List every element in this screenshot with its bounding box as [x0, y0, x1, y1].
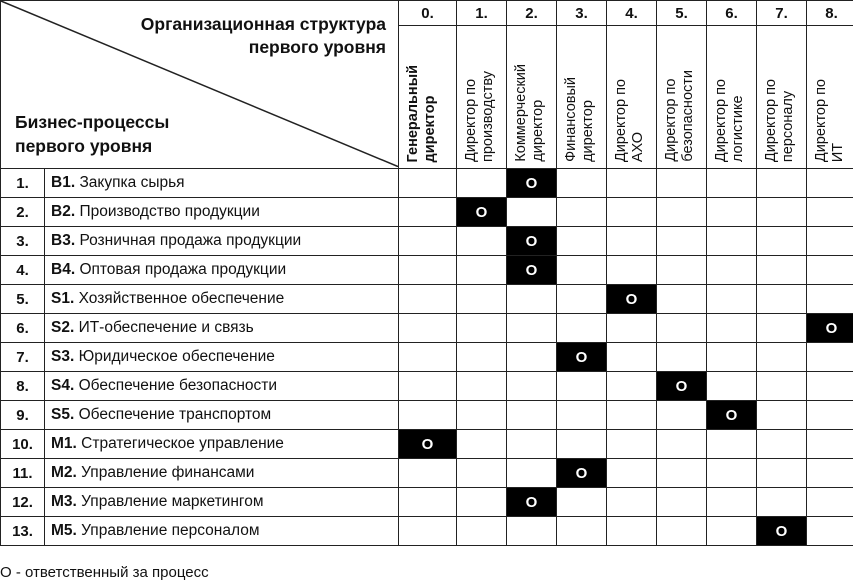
row-number: 4. [1, 256, 45, 285]
column-number: 3. [557, 1, 607, 26]
owner-cell [557, 459, 607, 488]
matrix-cell [399, 401, 457, 430]
process-code: B2. [51, 203, 76, 220]
matrix-cell [807, 401, 853, 430]
process-title: ИТ-обеспечение и связь [78, 319, 254, 336]
matrix-cell [607, 256, 657, 285]
matrix-cell [557, 372, 607, 401]
matrix-cell [399, 198, 457, 227]
header-corner [1, 1, 399, 169]
matrix-cell [399, 256, 457, 285]
table-row [1, 488, 853, 517]
table-row [1, 285, 853, 314]
matrix-cell [607, 372, 657, 401]
matrix-cell [457, 285, 507, 314]
matrix-cell [507, 198, 557, 227]
process-code: S3. [51, 348, 75, 365]
column-title [657, 26, 707, 169]
matrix-cell [399, 459, 457, 488]
process-code: S4. [51, 377, 75, 394]
process-code: M1. [51, 435, 77, 452]
matrix-cell [657, 285, 707, 314]
column-title-line: производству [480, 70, 496, 162]
matrix-cell [707, 314, 757, 343]
matrix-cell [807, 227, 853, 256]
matrix-cell [807, 343, 853, 372]
process-title: Обеспечение безопасности [78, 377, 278, 394]
matrix-cell [707, 517, 757, 546]
matrix-cell [657, 430, 707, 459]
matrix-cell [657, 314, 707, 343]
matrix-cell [557, 401, 607, 430]
table-row [1, 198, 853, 227]
process-title: Юридическое обеспечение [78, 348, 275, 365]
matrix-cell [399, 343, 457, 372]
matrix-cell [757, 198, 807, 227]
matrix-cell [657, 227, 707, 256]
column-title-line: Директор по [813, 78, 829, 162]
matrix-cell [607, 198, 657, 227]
column-title-line: Директор по [613, 78, 629, 162]
process-name [45, 314, 399, 343]
process-title: Оптовая продажа продукции [79, 261, 287, 278]
row-number: 3. [1, 227, 45, 256]
matrix-cell [457, 227, 507, 256]
matrix-cell [807, 459, 853, 488]
matrix-cell [457, 430, 507, 459]
process-name [45, 430, 399, 459]
matrix-cell [607, 314, 657, 343]
matrix-cell [707, 459, 757, 488]
matrix-cell [707, 343, 757, 372]
matrix-cell [757, 401, 807, 430]
column-title-line: АХО [630, 131, 646, 162]
matrix-cell [557, 198, 607, 227]
column-title-line: персоналу [780, 90, 796, 162]
table-row [1, 401, 853, 430]
matrix-cell [707, 488, 757, 517]
column-title-line: Генеральный [405, 64, 421, 162]
row-number: 10. [1, 430, 45, 459]
matrix-cell [557, 227, 607, 256]
matrix-cell [507, 343, 557, 372]
matrix-cell [399, 372, 457, 401]
column-title [557, 26, 607, 169]
owner-cell [457, 198, 507, 227]
responsible-mark: О [421, 435, 434, 453]
column-title-line: Финансовый [563, 77, 579, 162]
process-name [45, 285, 399, 314]
process-code: B4. [51, 261, 76, 278]
matrix-cell [457, 488, 507, 517]
row-number: 11. [1, 459, 45, 488]
owner-cell [757, 517, 807, 546]
column-title-line: Коммерческий [513, 64, 529, 162]
table-row [1, 314, 853, 343]
process-name [45, 372, 399, 401]
column-title-line: безопасности [680, 70, 696, 162]
matrix-cell [457, 459, 507, 488]
row-number: 13. [1, 517, 45, 546]
matrix-cell [707, 227, 757, 256]
row-number: 2. [1, 198, 45, 227]
table-row [1, 517, 853, 546]
column-title [707, 26, 757, 169]
owner-cell [507, 169, 557, 198]
row-number: 9. [1, 401, 45, 430]
owner-cell [557, 343, 607, 372]
matrix-cell [657, 256, 707, 285]
matrix-cell [757, 430, 807, 459]
row-number: 12. [1, 488, 45, 517]
column-title-line: Директор по [663, 78, 679, 162]
process-name [45, 198, 399, 227]
column-number: 5. [657, 1, 707, 26]
matrix-cell [757, 372, 807, 401]
table-row [1, 256, 853, 285]
matrix-cell [807, 169, 853, 198]
matrix-cell [399, 488, 457, 517]
column-number: 4. [607, 1, 657, 26]
column-title [399, 26, 457, 169]
matrix-cell [807, 488, 853, 517]
org-structure-title: Организационная структура первого уровня [140, 14, 386, 57]
matrix-cell [557, 488, 607, 517]
column-title [507, 26, 557, 169]
matrix-cell [399, 285, 457, 314]
row-number: 1. [1, 169, 45, 198]
process-title: Производство продукции [79, 203, 260, 220]
column-number: 6. [707, 1, 757, 26]
process-code: S1. [51, 290, 75, 307]
matrix-cell [507, 459, 557, 488]
column-number: 1. [457, 1, 507, 26]
matrix-cell [657, 488, 707, 517]
column-title-line: Директор по [713, 78, 729, 162]
row-number: 7. [1, 343, 45, 372]
column-title-line: директор [580, 100, 596, 162]
matrix-cell [607, 343, 657, 372]
owner-cell [607, 285, 657, 314]
responsible-mark: О [475, 203, 488, 221]
matrix-cell [399, 314, 457, 343]
process-name [45, 459, 399, 488]
matrix-cell [457, 314, 507, 343]
matrix-cell [507, 285, 557, 314]
matrix-cell [807, 517, 853, 546]
process-name [45, 256, 399, 285]
matrix-cell [607, 488, 657, 517]
row-number: 8. [1, 372, 45, 401]
column-number: 2. [507, 1, 557, 26]
matrix-cell [657, 459, 707, 488]
matrix-cell [757, 285, 807, 314]
responsible-mark: О [675, 377, 688, 395]
responsible-mark: О [625, 290, 638, 308]
matrix-cell [707, 169, 757, 198]
process-name [45, 401, 399, 430]
owner-cell [507, 256, 557, 285]
matrix-cell [657, 343, 707, 372]
process-code: S2. [51, 319, 75, 336]
process-code: M2. [51, 464, 77, 481]
matrix-cell [399, 227, 457, 256]
process-name [45, 488, 399, 517]
matrix-cell [707, 430, 757, 459]
column-title [757, 26, 807, 169]
column-number: 7. [757, 1, 807, 26]
column-title-line: директор [422, 95, 438, 162]
matrix-cell [507, 401, 557, 430]
matrix-cell [807, 372, 853, 401]
column-title-line: Директор по [463, 78, 479, 162]
process-name [45, 169, 399, 198]
matrix-cell [457, 169, 507, 198]
responsible-mark: О [525, 174, 538, 192]
matrix-cell [557, 256, 607, 285]
column-title-line: логистике [730, 95, 746, 162]
matrix-cell [757, 459, 807, 488]
matrix-cell [607, 401, 657, 430]
matrix-cell [399, 169, 457, 198]
matrix-cell [607, 169, 657, 198]
column-title [807, 26, 853, 169]
table-row [1, 227, 853, 256]
matrix-cell [707, 256, 757, 285]
matrix-cell [807, 285, 853, 314]
matrix-cell [707, 372, 757, 401]
owner-cell [507, 488, 557, 517]
matrix-cell [757, 169, 807, 198]
matrix-cell [457, 343, 507, 372]
responsible-mark: О [525, 232, 538, 250]
row-number: 6. [1, 314, 45, 343]
matrix-cell [507, 430, 557, 459]
process-code: S5. [51, 406, 75, 423]
matrix-cell [657, 198, 707, 227]
process-code: M3. [51, 493, 77, 510]
column-title [457, 26, 507, 169]
owner-cell [707, 401, 757, 430]
matrix-cell [757, 256, 807, 285]
process-code: B3. [51, 232, 76, 249]
matrix-cell [657, 401, 707, 430]
matrix-cell [607, 517, 657, 546]
owner-cell [807, 314, 853, 343]
responsible-mark: О [575, 464, 588, 482]
matrix-cell [807, 198, 853, 227]
matrix-cell [657, 517, 707, 546]
table-row [1, 169, 853, 198]
matrix-cell [757, 488, 807, 517]
process-title: Обеспечение транспортом [78, 406, 272, 423]
matrix-cell [399, 517, 457, 546]
responsible-mark: О [575, 348, 588, 366]
matrix-cell [507, 372, 557, 401]
owner-cell [657, 372, 707, 401]
matrix-cell [607, 227, 657, 256]
process-title: Розничная продажа продукции [79, 232, 302, 249]
table-row [1, 343, 853, 372]
column-title [607, 26, 657, 169]
process-code: B1. [51, 174, 76, 191]
matrix-cell [607, 459, 657, 488]
process-title: Стратегическое управление [81, 435, 284, 452]
matrix-cell [457, 372, 507, 401]
matrix-cell [457, 401, 507, 430]
matrix-cell [607, 430, 657, 459]
column-title-line: ИТ [830, 142, 846, 162]
process-name [45, 227, 399, 256]
responsible-mark: О [825, 319, 838, 337]
column-number: 0. [399, 1, 457, 26]
process-title: Управление финансами [81, 464, 255, 481]
matrix-cell [457, 517, 507, 546]
matrix-cell [807, 256, 853, 285]
matrix-cell [557, 430, 607, 459]
responsible-mark: О [725, 406, 738, 424]
responsible-mark: О [525, 261, 538, 279]
column-number: 8. [807, 1, 853, 26]
matrix-cell [507, 517, 557, 546]
matrix-cell [657, 169, 707, 198]
matrix-cell [707, 285, 757, 314]
responsible-mark: О [525, 493, 538, 511]
process-name [45, 343, 399, 372]
matrix-cell [557, 517, 607, 546]
responsible-mark: О [775, 522, 788, 540]
column-title-line: директор [530, 100, 546, 162]
process-code: M5. [51, 522, 77, 539]
process-title: Закупка сырья [79, 174, 185, 191]
matrix-cell [557, 169, 607, 198]
matrix-cell [757, 343, 807, 372]
table-row [1, 372, 853, 401]
process-title: Управление маркетингом [81, 493, 264, 510]
legend: О - ответственный за процесс [0, 564, 209, 581]
matrix-cell [457, 256, 507, 285]
matrix-cell [557, 285, 607, 314]
matrix-cell [757, 314, 807, 343]
process-title: Хозяйственное обеспечение [78, 290, 285, 307]
table-row [1, 459, 853, 488]
matrix-cell [507, 314, 557, 343]
row-number: 5. [1, 285, 45, 314]
table-row [1, 430, 853, 459]
matrix-cell [707, 198, 757, 227]
matrix-cell [557, 314, 607, 343]
matrix-cell [807, 430, 853, 459]
owner-cell [399, 430, 457, 459]
owner-cell [507, 227, 557, 256]
matrix-cell [757, 227, 807, 256]
process-name [45, 517, 399, 546]
business-process-title: Бизнес-процессы первого уровня [15, 112, 170, 156]
process-title: Управление персоналом [81, 522, 260, 539]
column-title-line: Директор по [763, 78, 779, 162]
